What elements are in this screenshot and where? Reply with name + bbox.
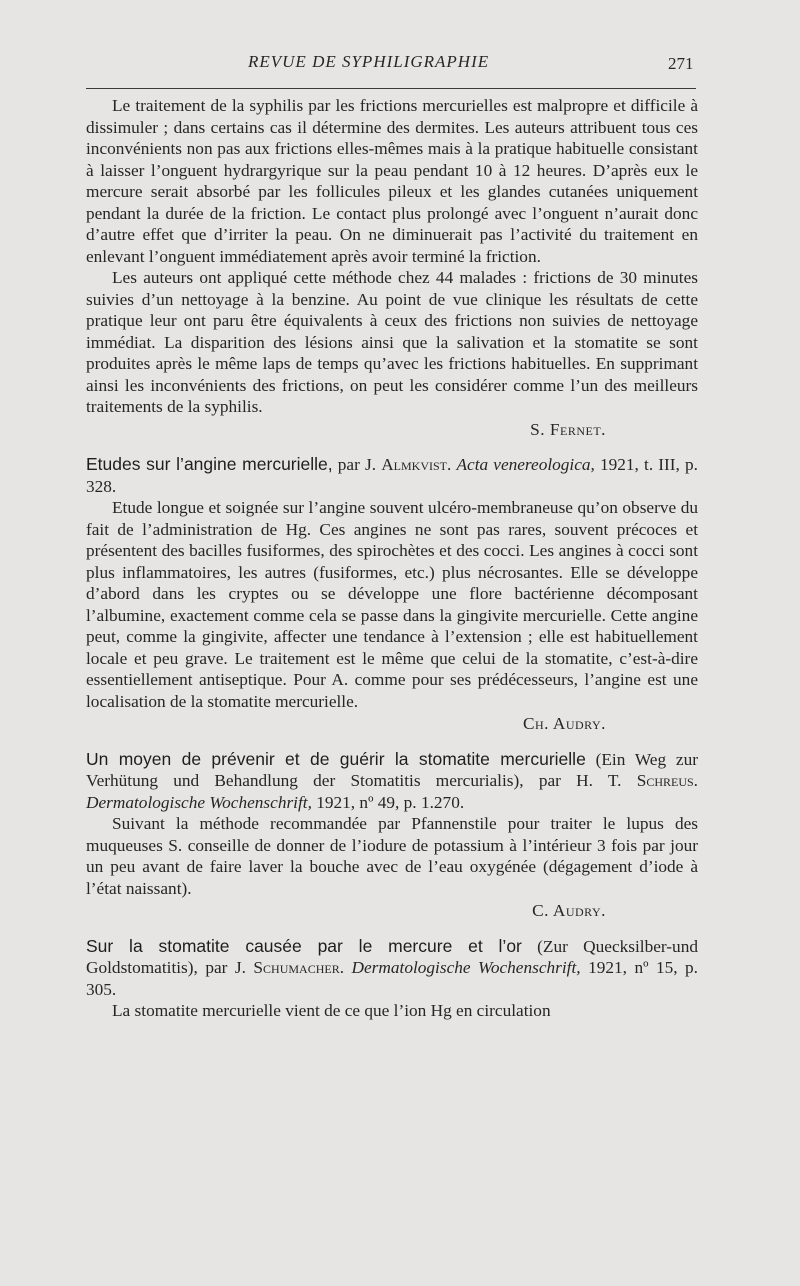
review-title: Un moyen de prévenir et de guérir la stomatite mercurielle (86, 748, 586, 769)
intro-paragraph-1: Le traitement de la syphilis par les frictions mercurielles est malpropre et difficile à dissimuler ; dans certains cas il détermine des dermites. Les auteurs attribuent tous ces inconvénients non pas aux frictions elles-mêmes mais à la pratique habituelle consistant à laisser l’onguent hydrargyrique sur la peau pendant 10 à 12 heures. D’après eux le mercure serait absorbé par les follicules pileux et les glandes cutanées uniquement pendant la durée de la friction. Le contact plus prolongé avec l’onguent n’aurait donc d’autre effet que d’irriter la peau. On ne diminuerait pas l’activité du traitement en enlevant l’onguent immédiatement après avoir terminé la friction. (86, 96, 698, 266)
review-body: La stomatite mercurielle vient de ce que l’ion Hg en circulation (112, 1001, 551, 1020)
review-ref-journal: Dermatologische Wochenschrift, (351, 958, 581, 977)
review-ref-details: 1921, t. III, p. 328. (86, 455, 698, 496)
running-title: REVUE DE SYPHILIGRAPHIE (248, 52, 490, 71)
page-body (86, 95, 698, 1022)
header-rule (86, 88, 696, 89)
review-almkvist (86, 454, 698, 735)
review-title: Sur la stomatite causée par le mercure et l’or (86, 935, 522, 956)
review-ref-details: 1921, nº 49, p. 1.270. (311, 792, 465, 812)
intro-paragraph-2: Les auteurs ont appliqué cette méthode chez 44 malades : frictions de 30 minutes suivies d’un nettoyage à la benzine. Au point de vue clinique les résultats de cette pratique leur ont paru être équivalents à ceux des frictions non suivies de nettoyage immédiat. La disparition des lésions ainsi que la salivation et la stomatite se sont produites après le même laps de temps qu’avec les frictions habituelles. En supprimant ainsi les inconvénients des frictions, on peut les considérer comme l’un des meilleurs traitements de la syphilis. (86, 268, 698, 416)
review-ref-sep: . (693, 771, 698, 790)
review-ref-prefix: par J. (332, 455, 382, 474)
review-ref-author: Schumacher (253, 958, 340, 977)
review-ref-journal: Acta venereologica, (456, 455, 595, 474)
review-signature: Ch. Audry. (522, 714, 606, 733)
review-ref-sep: . (339, 958, 352, 977)
review-schumacher (86, 936, 698, 1022)
review-ref-journal: Dermatologische Wochenschrift, (86, 792, 312, 812)
intro-signature: S. Fernet. (530, 419, 606, 439)
review-signature: C. Audry. (532, 901, 606, 920)
review-body: Suivant la méthode recommandée par Pfannenstile pour traiter le lupus des muqueuses S. conseille de donner de l’iodure de potassium à l’intérieur 3 fois par jour un peu avant de faire laver la bouche avec de l’eau oxygénée (dégagement d’iode à l’état naissant). (86, 814, 698, 898)
review-ref-details: 1921, nº 15, p. 305. (86, 958, 699, 999)
review-ref-author: Almkvist (381, 455, 447, 474)
review-ref-sep: . (447, 455, 457, 474)
review-heading (86, 454, 698, 497)
review-schreus (86, 749, 698, 922)
review-ref-prefix: (Ein Weg zur Verhütung und Behandlung der Stomatitis mercurialis), par H. T. (86, 749, 698, 790)
review-heading (86, 936, 698, 1001)
page-number: 271 (668, 54, 694, 73)
review-title: Etudes sur l’angine mercurielle, (86, 454, 333, 474)
review-ref-prefix: (Zur Quecksilber-und Goldstomatitis), par J. (86, 936, 698, 977)
review-ref-author: Schreus (636, 771, 694, 790)
review-heading (86, 749, 698, 814)
running-head (0, 52, 800, 82)
review-body: Etude longue et soignée sur l’angine souvent ulcéro-membraneuse qu’on observe du fait de l’administration de Hg. Ces angines ne sont pas rares, souvent précoces et présentent des bacilles fusiformes, des spirochètes et des cocci. Les angines à cocci sont plus inflammatoires, les autres (fusiformes, etc.) plus nécrosantes. Elle se développe d’abord dans les cryptes ou se développe une flore bactérienne décomposant l’albumine, exactement comme cela se passe dans la gingivite mercurielle. Cette angine peut, comme la gingivite, affecter une tendance à l’extension ; elle est habituellement locale et peu grave. Le traitement est le même que celui de la stomatite, c’est-à-dire essentiellement antiseptique. Pour A. comme pour ses prédécesseurs, l’angine est une localisation de la stomatite mercurielle. (86, 498, 698, 711)
